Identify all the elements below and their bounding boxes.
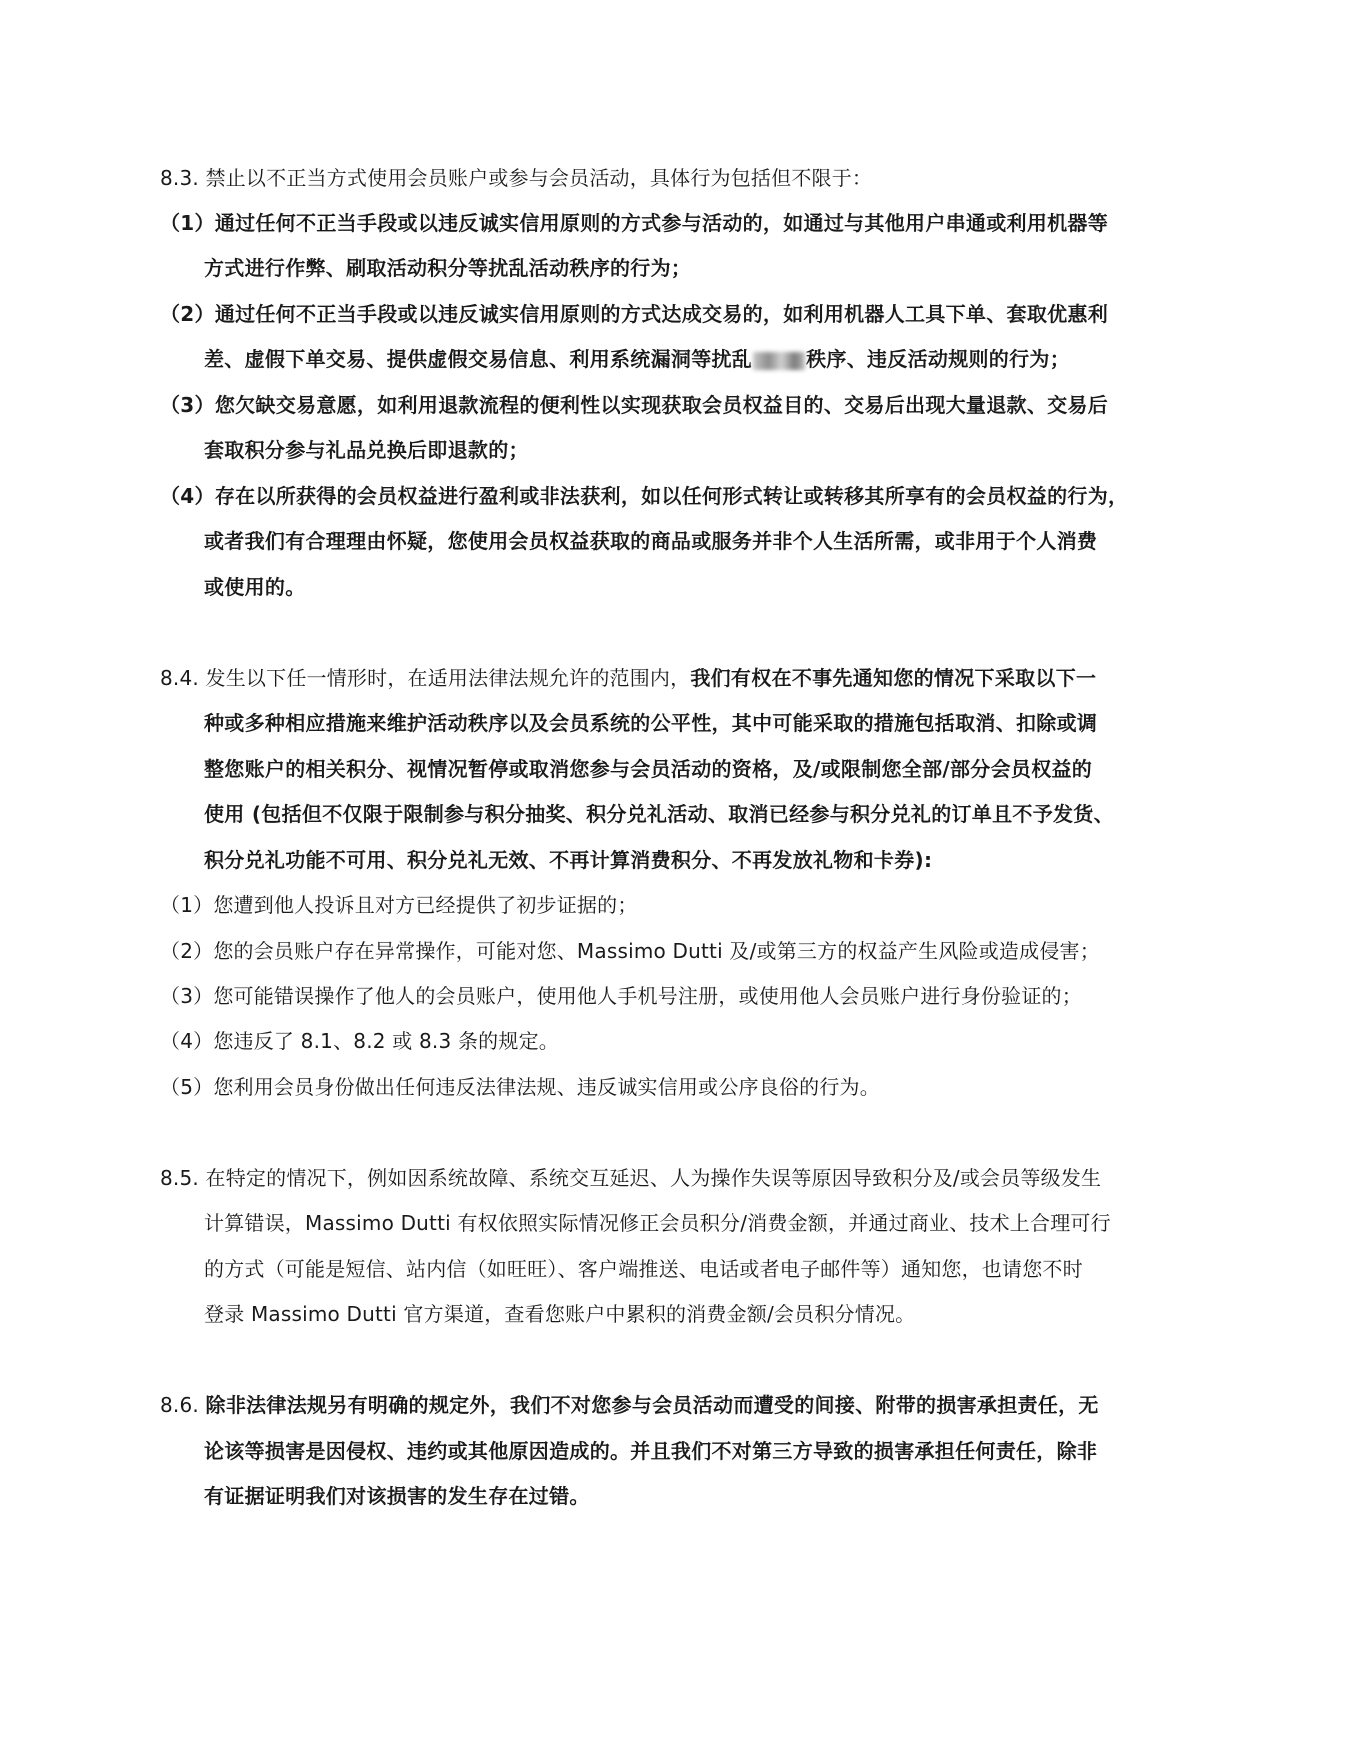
section-8-6-line-2: 论该等损害是因侵权、违约或其他原因造成的。并且我们不对第三方导致的损害承担任何责任，除非 [204,1439,1098,1463]
section-8-3-item-1-line-2: 方式进行作弊、刷取活动积分等扰乱活动秩序的行为； [204,256,692,280]
section-8-3-item-1-line-1: （1）通过任何不正当手段或以违反诚实信用原则的方式参与活动的，如通过与其他用户串通或利用机器等 [160,211,1109,235]
section-8-3-item-2-line-2 [204,345,1070,373]
section-8-4-line-3: 整您账户的相关积分、视情况暂停或取消您参与会员活动的资格，及/或限制您全部/部分会员权益的 [204,757,1093,781]
section-8-4-intro-bold: 我们有权在不事先通知您的情况下采取以下一 [690,666,1097,690]
section-8-5-line-1: 8.5. 在特定的情况下，例如因系统故障、系统交互延迟、人为操作失误等原因导致积分及/或会员等级发生 [160,1166,1102,1190]
section-8-4-case-5: （5）您利用会员身份做出任何违反法律法规、违反诚实信用或公序良俗的行为。 [160,1075,880,1099]
item-2-text-after-blur: 秩序、违反活动规则的行为； [806,347,1071,371]
section-8-6-text: 除非法律法规另有明确的规定外，我们不对您参与会员活动而遭受的间接、附带的损害承担责任，无 [205,1393,1099,1417]
section-8-6-line-3: 有证据证明我们对该损害的发生存在过错。 [204,1484,590,1508]
section-8-3-item-4-line-2: 或者我们有合理理由怀疑，您使用会员权益获取的商品或服务并非个人生活所需，或非用于个人消费 [204,529,1098,553]
section-8-4-intro-normal: 8.4. 发生以下任一情形时，在适用法律法规允许的范围内， [160,666,691,690]
item-2-text-before-blur: 差、虚假下单交易、提供虚假交易信息、利用系统漏洞等扰乱 [204,347,753,371]
section-8-5-line-2: 计算错误，Massimo Dutti 有权依照实际情况修正会员积分/消费金额，并通过商业、技术上合理可行 [204,1211,1111,1235]
section-8-6-number: 8.6. [160,1393,206,1417]
section-8-4-line-5: 积分兑礼功能不可用、积分兑礼无效、不再计算消费积分、不再发放礼物和卡券): [204,848,933,872]
section-8-5-line-4: 登录 Massimo Dutti 官方渠道，查看您账户中累积的消费金额/会员积分情况。 [204,1302,916,1326]
section-8-3-item-2-line-1: （2）通过任何不正当手段或以违反诚实信用原则的方式达成交易的，如利用机器人工具下单、套取优惠利 [160,302,1109,326]
section-8-4-case-2: （2）您的会员账户存在异常操作，可能对您、Massimo Dutti 及/或第三方的权益产生风险或造成侵害； [160,939,1100,963]
section-8-3-item-3-line-2: 套取积分参与礼品兑换后即退款的； [204,438,529,462]
section-8-3-item-4-line-1: （4）存在以所获得的会员权益进行盈利或非法获利，如以任何形式转让或转移其所享有的会员权益的行为， [160,484,1129,508]
section-8-3-intro: 8.3. 禁止以不正当方式使用会员账户或参与会员活动，具体行为包括但不限于： [160,166,873,190]
section-8-4-case-4: （4）您违反了 8.1、8.2 或 8.3 条的规定。 [160,1029,559,1053]
section-8-4-line-4: 使用 (包括但不仅限于限制参与积分抽奖、积分兑礼活动、取消已经参与积分兑礼的订单且不予发货、 [204,802,1114,826]
section-8-4-case-3: （3）您可能错误操作了他人的会员账户，使用他人手机号注册，或使用他人会员账户进行身份验证的； [160,984,1082,1008]
section-8-3-item-4-line-3: 或使用的。 [204,575,306,599]
section-8-4-line-2: 种或多种相应措施来维护活动秩序以及会员系统的公平性，其中可能采取的措施包括取消、扣除或调 [204,711,1098,735]
blurred-text [753,352,805,370]
section-8-4-case-1: （1）您遭到他人投诉且对方已经提供了初步证据的； [160,893,638,917]
section-8-6-line-1 [160,1391,1099,1419]
section-8-4-line-1 [160,664,1096,692]
section-8-3-item-3-line-1: （3）您欠缺交易意愿，如利用退款流程的便利性以实现获取会员权益目的、交易后出现大量退款、交易后 [160,393,1109,417]
section-8-5-line-3: 的方式（可能是短信、站内信（如旺旺）、客户端推送、电话或者电子邮件等）通知您，也请您不时 [204,1257,1083,1281]
